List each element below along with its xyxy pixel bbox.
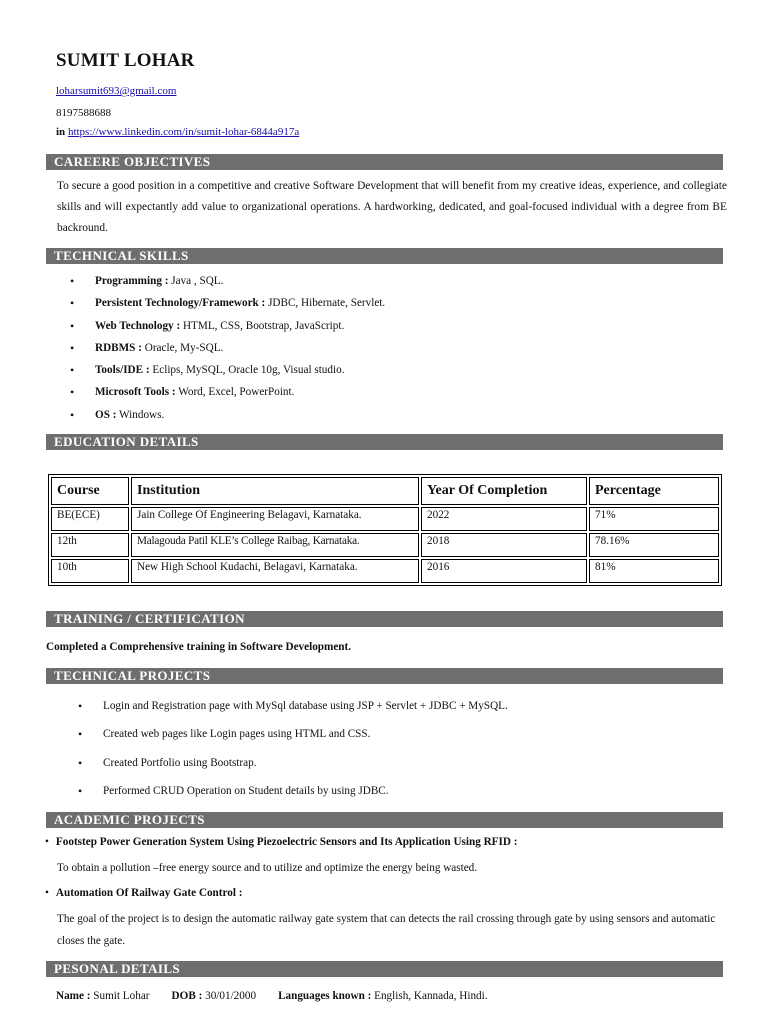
- education-table: [48, 474, 722, 586]
- skill-item: [56, 293, 385, 315]
- skill-value: Java , SQL.: [168, 275, 224, 287]
- dob-value: 30/01/2000: [202, 990, 257, 1002]
- table-cell: 2018: [421, 533, 587, 557]
- table-cell: Jain College Of Engineering Belagavi, Karnataka.: [131, 507, 419, 531]
- skill-value: Oracle, My-SQL.: [141, 341, 224, 354]
- skill-label: Programming :: [95, 275, 169, 287]
- skill-value: Eclips, MySQL, Oracle 10g, Visual studio.: [149, 364, 345, 377]
- linkedin-icon: in: [56, 126, 66, 138]
- languages-value: English, Kannada, Hindi.: [371, 990, 488, 1002]
- academic-project-desc: The goal of the project is to design the automatic railway gate system that can detects the rail crossing through gate by using sensors and automatic closes the gate.: [57, 913, 716, 947]
- table-cell: New High School Kudachi, Belagavi, Karnataka.: [131, 559, 419, 583]
- skill-value: HTML, CSS, Bootstrap, JavaScript.: [180, 319, 345, 332]
- section-header-personal: PESONAL DETAILS: [46, 961, 723, 977]
- skill-item: [56, 271, 385, 293]
- table-row: [51, 559, 719, 583]
- phone-number: 8197588688: [56, 107, 111, 119]
- table-row: [51, 507, 719, 531]
- linkedin-row: [56, 126, 299, 138]
- technical-projects-list: [78, 696, 508, 810]
- skill-item: [56, 360, 385, 382]
- table-cell: 2022: [421, 507, 587, 531]
- training-text: Completed a Comprehensive training in Software Development.: [46, 641, 352, 653]
- column-header: Percentage: [589, 477, 719, 505]
- skill-item: [56, 405, 385, 427]
- skill-item: [56, 316, 385, 338]
- skill-item: [56, 382, 385, 404]
- table-cell: Malagouda Patil KLE’s College Raibag, Karnataka.: [131, 533, 419, 557]
- table-header-row: [51, 477, 719, 505]
- skill-value: JDBC, Hibernate, Servlet.: [265, 297, 386, 310]
- linkedin-link[interactable]: https://www.linkedin.com/in/sumit-lohar-6844a917a: [67, 126, 300, 138]
- dob-label: DOB :: [171, 990, 203, 1002]
- personal-details-row: [56, 990, 488, 1002]
- skill-label: Web Technology :: [95, 319, 181, 332]
- table-cell: 78.16%: [589, 533, 719, 557]
- skill-label: RDBMS :: [95, 341, 142, 354]
- list-item: • Created web pages like Login pages using HTML and CSS.: [78, 724, 508, 752]
- languages-label: Languages known :: [278, 990, 372, 1002]
- table-cell: BE(ECE): [51, 507, 129, 531]
- academic-project-title: • Automation Of Railway Gate Control :: [45, 887, 242, 899]
- column-header: Year Of Completion: [421, 477, 587, 505]
- list-item: • Login and Registration page with MySql database using JSP + Servlet + JDBC + MySQL.: [78, 696, 508, 724]
- name-value: Sumit Lohar: [90, 990, 150, 1002]
- skill-label: Tools/IDE :: [95, 364, 150, 377]
- table-row: [51, 533, 719, 557]
- section-header-projects: TECHNICAL PROJECTS: [46, 668, 723, 684]
- skill-label: Persistent Technology/Framework :: [95, 297, 266, 310]
- objective-text: To secure a good position in a competitive and creative Software Development that will benefit from my creative ideas, experience, and collegiate skills and will expectantly add value to organizational operations. A hardworking, dedicated, and goal-focused individual with a degree from BE backround.: [57, 180, 727, 234]
- section-header-education: EDUCATION DETAILS: [46, 434, 723, 450]
- table-cell: 71%: [589, 507, 719, 531]
- email-link[interactable]: loharsumit693@gmail.com: [56, 85, 177, 97]
- section-header-academic: ACADEMIC PROJECTS: [46, 812, 723, 828]
- name-label: Name :: [56, 990, 91, 1002]
- column-header: Institution: [131, 477, 419, 505]
- table-cell: 81%: [589, 559, 719, 583]
- skill-item: [56, 338, 385, 360]
- section-header-objectives: CAREERE OBJECTIVES: [46, 154, 723, 170]
- skill-value: Windows.: [116, 408, 165, 421]
- section-header-training: TRAINING / CERTIFICATION: [46, 611, 723, 627]
- list-item: • Performed CRUD Operation on Student details by using JDBC.: [78, 781, 508, 809]
- table-cell: 2016: [421, 559, 587, 583]
- skill-label: Microsoft Tools :: [95, 386, 176, 399]
- academic-project-title: • Footstep Power Generation System Using Piezoelectric Sensors and Its Application Using RFID :: [45, 836, 517, 848]
- column-header: Course: [51, 477, 129, 505]
- candidate-name: SUMIT LOHAR: [56, 50, 195, 71]
- section-header-skills: TECHNICAL SKILLS: [46, 248, 723, 264]
- list-item: • Created Portfolio using Bootstrap.: [78, 753, 508, 781]
- skill-value: Word, Excel, PowerPoint.: [175, 386, 295, 399]
- table-cell: 10th: [51, 559, 129, 583]
- table-cell: 12th: [51, 533, 129, 557]
- academic-project-desc: To obtain a pollution –free energy source and to utilize and optimize the energy being wasted.: [57, 862, 478, 874]
- skills-list: [56, 271, 385, 427]
- skill-label: OS :: [95, 408, 117, 421]
